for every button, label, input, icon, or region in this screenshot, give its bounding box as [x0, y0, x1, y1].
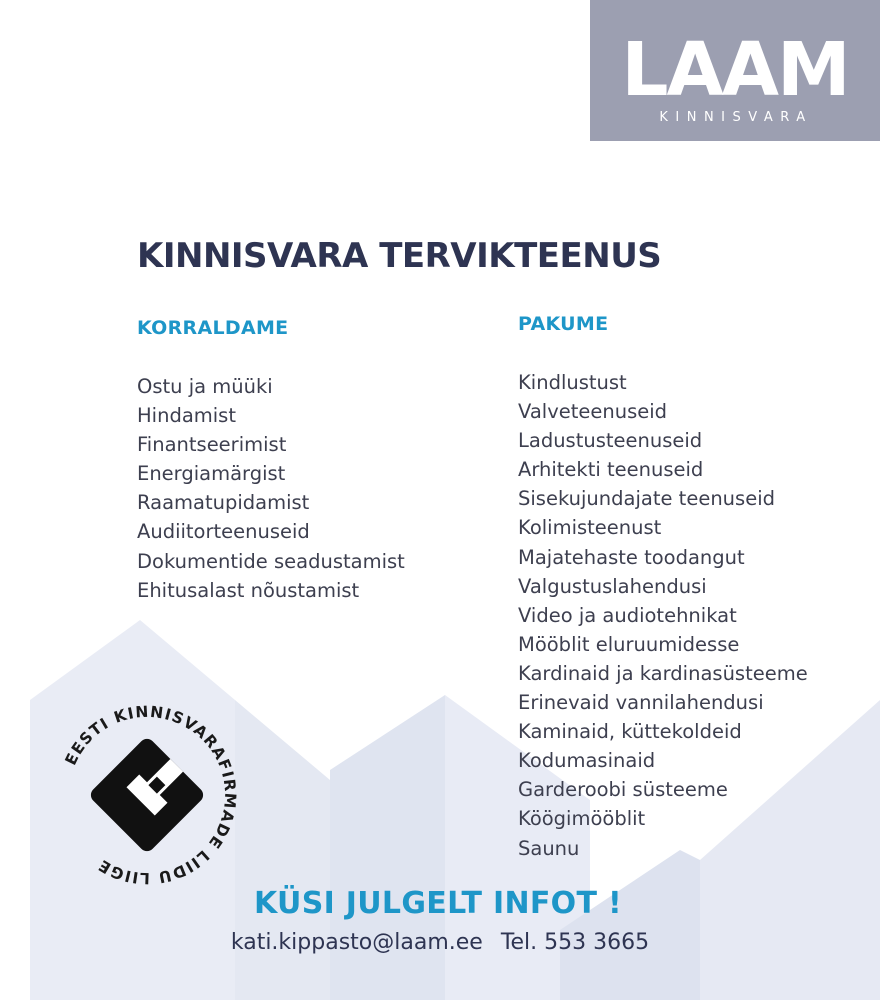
list-item: Ladustusteenuseid — [518, 429, 703, 453]
list-item: Dokumentide seadustamist — [137, 549, 405, 573]
list-item: Majatehaste toodangut — [518, 545, 745, 569]
contact-line — [0, 930, 880, 955]
cta-heading — [0, 886, 880, 921]
list-item: Sisekujundajate teenuseid — [518, 487, 775, 511]
list-item: Valveteenuseid — [518, 400, 668, 424]
list-item: Ostu ja müüki — [137, 375, 273, 398]
right-column-title: PAKUME — [518, 313, 609, 335]
ekfl-emblem-icon — [88, 736, 207, 855]
list-item: Erinevaid vannilahendusi — [518, 691, 764, 715]
ekfl-member-seal — [52, 700, 242, 890]
list-item: Valgustuslahendusi — [518, 574, 707, 598]
list-item: Kindlustust — [518, 371, 627, 394]
list-item: Hindamist — [137, 404, 236, 428]
list-item: Köögimööblit — [518, 807, 646, 831]
logo-subtitle: KINNISVARA — [659, 110, 813, 125]
cta-text: KÜSI JULGELT INFOT ! — [254, 886, 622, 921]
list-item: Video ja audiotehnikat — [518, 603, 737, 627]
page-title: KINNISVARA TERVIKTEENUS — [137, 236, 662, 276]
list-item: Ehitusalast nõustamist — [137, 578, 360, 602]
logo-wordmark: LAAM — [621, 27, 849, 113]
list-item: Energiamärgist — [137, 462, 286, 486]
list-item: Mööblit eluruumidesse — [518, 632, 740, 656]
left-column-title: KORRALDAME — [137, 317, 289, 339]
list-item: Arhitekti teenuseid — [518, 458, 704, 482]
list-item: Raamatupidamist — [137, 491, 310, 515]
laam-logo — [590, 0, 880, 141]
right-service-list — [518, 368, 808, 863]
seal-ring-text: EESTI KINNISVARAFIRMADE LIIDU LIIGE — [61, 702, 240, 888]
email-link[interactable]: kati.kippasto@laam.ee — [230, 930, 483, 955]
list-item: Kolimisteenust — [518, 516, 662, 540]
list-item: Finantseerimist — [137, 433, 287, 457]
list-item: Audiitorteenuseid — [137, 520, 310, 544]
list-item: Kardinaid ja kardinasüsteeme — [518, 661, 808, 685]
phone-number[interactable]: Tel. 553 3665 — [500, 930, 650, 955]
list-item: Kodumasinaid — [518, 749, 656, 773]
list-item: Saunu — [518, 836, 580, 860]
list-item: Garderoobi süsteeme — [518, 778, 728, 802]
list-item: Kaminaid, küttekoldeid — [518, 720, 742, 744]
left-service-list — [137, 372, 405, 605]
laam-logo-icon — [590, 0, 880, 141]
